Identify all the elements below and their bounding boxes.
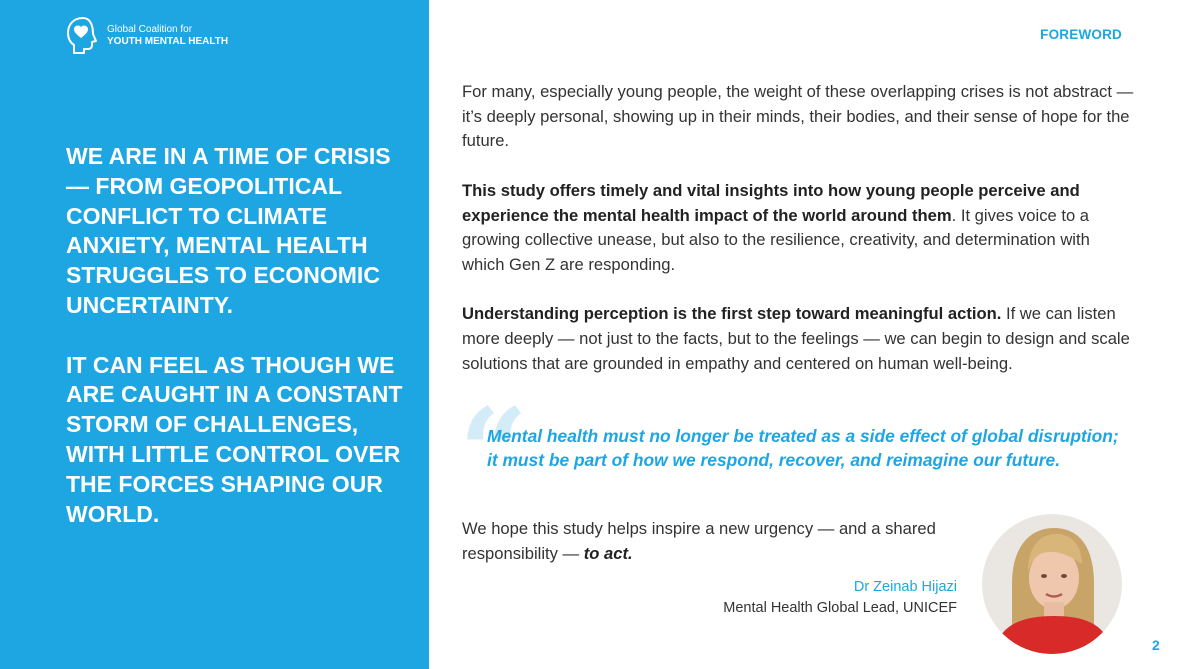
signature-name: Dr Zeinab Hijazi [853, 579, 957, 595]
paragraph-3-rest: If we can listen more deeply — not just to the facts, but to the feelings — we can begin to design and scale solutions that are grounded in empathy and centered on human well-being. [462, 304, 1130, 373]
crisis-statement-2: IT CAN FEEL AS THOUGH WE ARE CAUGHT IN A CONSTANT STORM OF CHALLENGES, WITH LITTLE CONTROL OVER THE FORCES SHAPING OUR WORLD. [66, 351, 403, 527]
brand-name-line2: YOUTH MENTAL HEALTH [107, 36, 229, 47]
closing-paragraph [462, 516, 982, 566]
foreword-body [462, 80, 1134, 376]
pull-quote: Mental health must no longer be treated as a side effect of global disruption; it must be part of how we respond, recover, and reimagine our future. [487, 426, 1119, 471]
brand-logo[interactable] [66, 16, 228, 56]
closing-end: . [628, 544, 633, 563]
author-portrait [982, 514, 1122, 654]
heart-head-icon [66, 16, 100, 56]
section-label: FOREWORD [1040, 27, 1122, 42]
closing-emphasis: to act [583, 544, 628, 563]
crisis-statement-1: WE ARE IN A TIME OF CRISIS — FROM GEOPOLITICAL CONFLICT TO CLIMATE ANXIETY, MENTAL HEALTH STRUGGLES TO ECONOMIC UNCERTAINTY. [66, 143, 391, 318]
brand-name-line1: Global Coalition for [107, 24, 193, 35]
signature-role: Mental Health Global Lead, UNICEF [723, 600, 957, 616]
paragraph-2 [462, 179, 1134, 278]
paragraph-3 [462, 302, 1134, 376]
paragraph-2-bold: This study offers timely and vital insights into how young people perceive and experience the mental health impact of the world around them [462, 180, 1080, 225]
page-number: 2 [1152, 637, 1160, 653]
paragraph-3-bold: Understanding perception is the first step toward meaningful action. [462, 304, 1002, 324]
paragraph-1: For many, especially young people, the weight of these overlapping crises is not abstract — it’s deeply personal, showing up in their minds, their bodies, and their sense of hope for the future. [462, 82, 1134, 151]
quote-mark-icon: “ [459, 382, 529, 523]
left-panel [0, 0, 429, 669]
closing-text: We hope this study helps inspire a new urgency — and a shared responsibility — [462, 519, 936, 563]
paragraph-2-rest: . It gives voice to a growing collective unease, but also to the resilience, creativity, and determination with which Gen Z are responding. [462, 205, 1090, 274]
crisis-statement [66, 142, 411, 529]
